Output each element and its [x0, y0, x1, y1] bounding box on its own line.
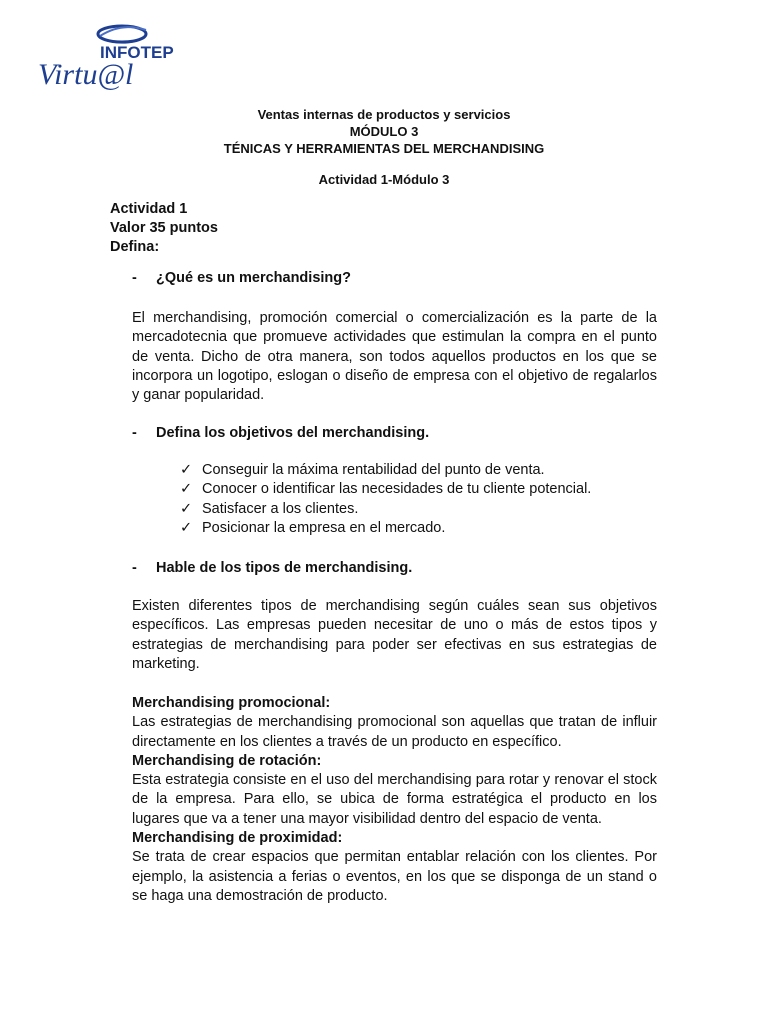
bullet-dash: - [132, 270, 137, 286]
question-1-text: ¿Qué es un merchandising? [156, 270, 351, 286]
question-2-text: Defina los objetivos del merchandising. [156, 425, 430, 441]
document-header [0, 106, 768, 157]
checkmark-icon: ✓ [180, 462, 193, 478]
question-1 [132, 270, 351, 286]
activity-instruction: Defina: [110, 239, 160, 255]
globe-icon [98, 26, 146, 43]
answer-1 [132, 309, 657, 405]
type-title: Merchandising de proximidad: [132, 830, 343, 847]
activity-value: Valor 35 puntos [110, 220, 218, 236]
list-item: ✓ Conseguir la máxima rentabilidad del punto de venta. [180, 461, 591, 480]
type-description: Esta estrategia consiste en el uso del merchandising para rotar y renovar el stock de la empresa. Para ello, se ubica de forma estratégica el producto en los lugares que va a tener una mayor visibilidad dentro del espacio de venta. [132, 772, 657, 827]
objectives-list [180, 461, 591, 538]
module-number: MÓDULO 3 [349, 124, 419, 139]
list-item: ✓ Satisfacer a los clientes. [180, 500, 591, 519]
answer-3-intro-text: Existen diferentes tipos de merchandising según cuáles sean sus objetivos específicos. Las empresas pueden necesitar de uno o más de estos tipos y estrategias de merchandising para poder ser efectivas en sus estrategias de marketing. [132, 598, 657, 672]
question-3 [132, 560, 412, 576]
type-description: Se trata de crear espacios que permitan entablar relación con los clientes. Por ejemplo, la asistencia a ferias o eventos, en los que se disponga de un stand o se haga una demostración de producto. [132, 849, 657, 904]
activity-info [110, 200, 218, 257]
type-description: Las estrategias de merchandising promocional son aquellas que tratan de influir directamente en los clientes a través de un producto en específico. [132, 714, 657, 750]
type-title: Merchandising de rotación: [132, 752, 322, 769]
infotep-logo [36, 20, 174, 92]
list-item: ✓ Posicionar la empresa en el mercado. [180, 519, 591, 538]
checkmark-icon: ✓ [180, 500, 193, 517]
logo-line2: Virtu@l [38, 58, 134, 91]
checkmark-icon: ✓ [180, 519, 193, 536]
answer-3-intro [132, 597, 657, 674]
course-title: Ventas internas de productos y servicios [257, 107, 511, 122]
checkmark-icon: ✓ [180, 481, 193, 498]
list-item: ✓ Conocer o identificar las necesidades de tu cliente potencial. [180, 480, 591, 499]
merchandising-types [132, 694, 657, 906]
question-2 [132, 425, 429, 441]
bullet-dash: - [132, 560, 137, 576]
type-title: Merchandising promocional: [132, 695, 331, 711]
activity-name: Actividad 1 [110, 201, 188, 217]
activity-title: Actividad 1-Módulo 3 [318, 172, 450, 187]
question-3-text: Hable de los tipos de merchandising. [156, 560, 413, 576]
logo-line1: INFOTEP [100, 43, 174, 62]
answer-1-text: El merchandising, promoción comercial o comercialización es la parte de la mercadotecnia que promueve actividades que estimulan la compra en el punto de venta. Dicho de otra manera, son todos aquellos productos en los que se incorpora un logotipo, eslogan o diseño de empresa con el objetivo de regalarlos y ganar popularidad. [132, 310, 657, 404]
module-title: TÉNICAS Y HERRAMIENTAS DEL MERCHANDISING [223, 141, 545, 156]
bullet-dash: - [132, 425, 137, 441]
